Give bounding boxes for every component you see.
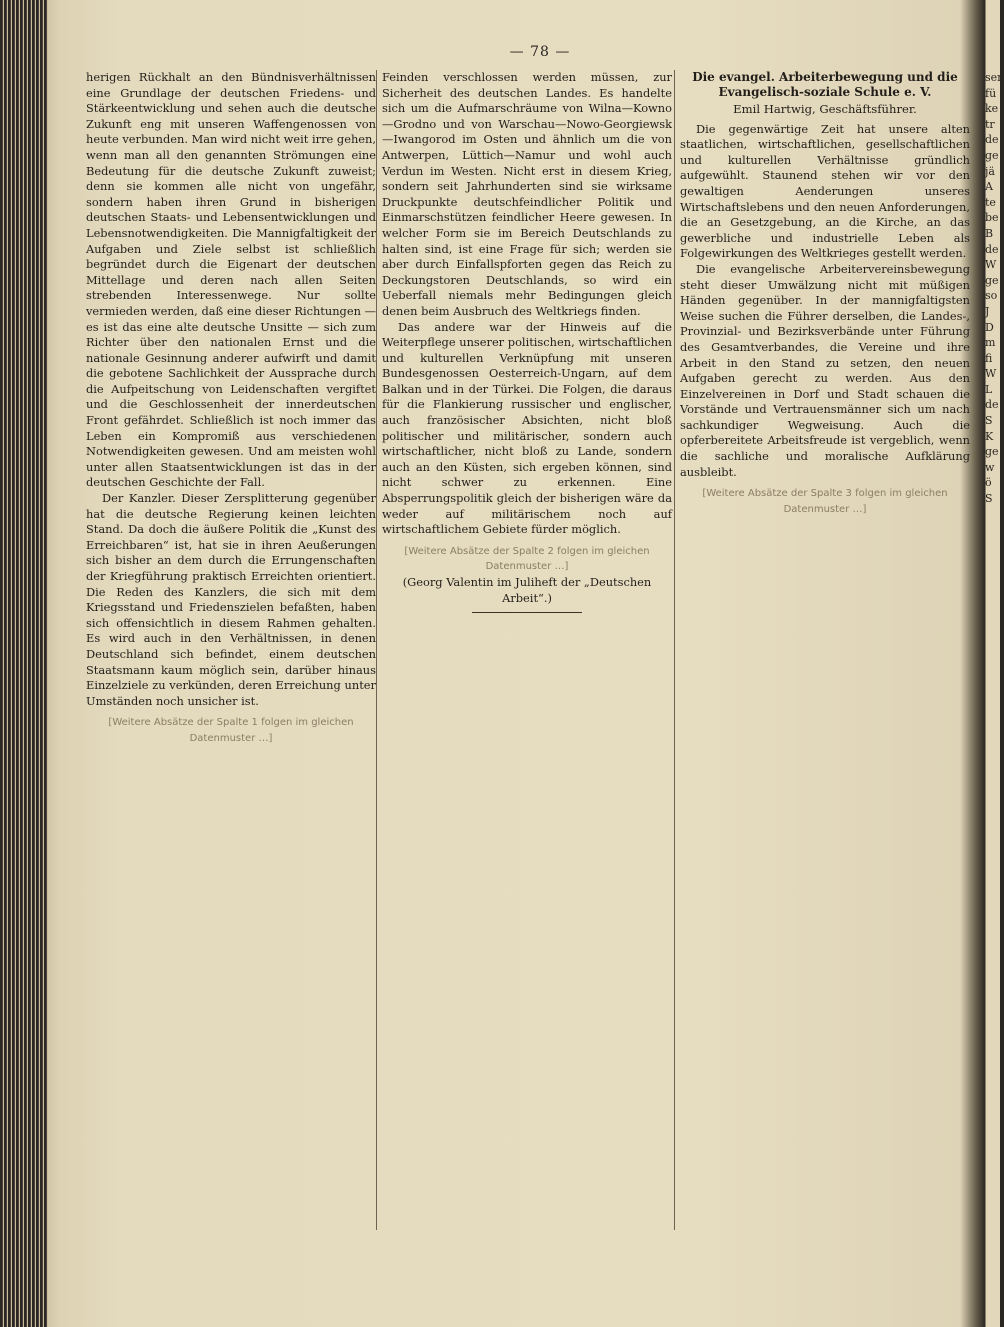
next-page-fragment: ge: [985, 148, 999, 162]
page-number: — 78 —: [509, 44, 571, 60]
page-stack-edge: [0, 0, 48, 1327]
article-source: (Georg Valentin im Juliheft der „Deutschen Arbeit“.): [402, 575, 652, 605]
next-page-fragment: S: [985, 414, 993, 428]
next-page-fragment: A: [985, 180, 993, 194]
paragraph: [Weitere Absätze der Spalte 1 folgen im gleichen Datenmuster …]: [108, 717, 354, 744]
text-column-2: [382, 70, 672, 613]
article-title: Die evangel. Arbeiterbewegung und die Evangelisch-soziale Schule e. V.: [692, 70, 958, 99]
next-page-fragment: jä: [985, 164, 995, 178]
next-page-fragment: be: [985, 211, 999, 225]
paragraph: Die evangelische Arbeitervereinsbewegung steht dieser Umwälzung nicht mit müßigen Händen gegenüber. In der mannigfaltigsten Weise suchen die Führer derselben, die Landes-, Provinzial- und Bezirksverbände unter Führung des Gesamtverbandes, die Vereine und ihre Arbeit in den Stand zu setzen, den neuen Aufgaben gerecht zu werden. Aus den Einzelvereinen in Dorf und Stadt schauen die Vorstände und Vertrauensmänner sich um nach sachkundiger Wegweisung. Auch die opferbereitete Arbeitsfreude ist vergeblich, wenn die sachliche und moralische Aufklärung ausbleibt.: [680, 261, 970, 479]
next-page-fragments: [985, 70, 1004, 1230]
column-divider: [674, 70, 675, 1230]
next-page-fragment: sen: [985, 71, 1004, 84]
text-column-1: [86, 70, 376, 747]
column-divider: [376, 70, 377, 1230]
paragraph: Der Kanzler. Dieser Zersplitterung gegenüber hat die deutsche Regierung keinen leichten Stand. Da doch die äußere Politik die „Kunst des Erreichbaren“ ist, hat sie in ihren Aeußerungen sich bisher an dem durch die Errungenschaften der Kriegführung praktisch Erreichten orientiert. Die Reden des Kanzlers, die sich mit dem Kriegsstand und Friedenszielen befaßten, haben sich offensichtlich in diesem Rahmen gehalten. Es wird auch in den Verhältnissen, in denen Deutschland sich befindet, einem deutschen Staatsmann kaum möglich sein, darüber hinaus Einzelziele zu verkünden, deren Erreichung unter Umständen noch unsicher ist.: [86, 491, 376, 708]
paragraph: Feinden verschlossen werden müssen, zur Sicherheit des deutschen Landes. Es handelte sich um die Aufmarschräume von Wilna—Kowno—Grodno und von Warschau—Nowo-Georgiewsk—Iwangorod im Osten und ähnlich um die von Antwerpen, Lüttich—Namur und wohl auch Verdun im Westen. Nicht erst in diesem Krieg, sondern seit Jahrhunderten sind sie wirksame Druckpunkte deutschfeindlicher Politik und Einmarschstützen feindlicher Heere gewesen. In welcher Form sie im Bereich Deutschlands zu halten sind, ist eine Frage für sich; werden sie aber durch Einfallspforten gegen das Reich zu Deckungstoren Deutschlands, so wird ein Ueberfall niemals mehr Bedingungen gleich denen beim Ausbruch des Weltkriegs finden.: [382, 70, 672, 318]
paragraph: herigen Rückhalt an den Bündnisverhältnissen eine Grundlage der deutschen Friedens- und Stärkeentwicklung und sehen auch die deutsche Zukunft eng mit unseren Waffengenossen von heute verbunden. Man wird nicht weit irre gehen, wenn man all den genannten Strömungen eine Bedeutung für die deutsche Zukunft zuweist; denn sie kommen alle nicht von ungefähr, sondern haben ihren Grund in bisherigen deutschen Staats- und Lebensentwicklungen und Lebensnotwendigkeiten. Die Mannigfaltigkeit der Aufgaben und Ziele selbst ist schließlich begründet durch die Eigenart der deutschen Mittellage und deren nach allen Seiten strebenden Interessenwege. Nur sollte vermieden werden, daß eine dieser Richtungen — es ist das eine alte deutsche Unsitte — sich zum Richter über den nationalen Ernst und die nationale Gesinnung anderer aufwirft und damit die gebotene Sachlichkeit der Aussprache durch die Aufpeitschung von Leidenschaften vergiftet und die Geschlossenheit der innerdeutschen Front gefährdet. Schließlich ist noch immer das Leben ein Kompromiß aus verschiedenen Notwendigkeiten gewesen. Und am meisten wohl unter allen Staatsentwicklungen ist das in der deutschen Geschichte der Fall.: [86, 70, 376, 490]
next-page-fragment: fü: [985, 86, 997, 100]
next-page-fragment: W: [985, 367, 997, 381]
next-page-fragment: W: [985, 258, 997, 272]
next-page-fragment: de: [985, 242, 999, 256]
next-page-fragment: tr: [985, 117, 995, 131]
next-page-fragment: S: [985, 492, 993, 506]
paragraph: [Weitere Absätze der Spalte 3 folgen im gleichen Datenmuster …]: [702, 488, 948, 515]
next-page-fragment: de: [985, 133, 999, 147]
article-byline: Emil Hartwig, Geschäftsführer.: [733, 102, 917, 116]
next-page-fragment: te: [985, 195, 996, 209]
next-page-fragment: fi: [985, 351, 993, 365]
next-page-fragment: de: [985, 398, 999, 412]
next-page-fragment: m: [985, 336, 996, 350]
paragraph: Die gegenwärtige Zeit hat unsere alten staatlichen, wirtschaftlichen, gesellschaftlichen und kulturellen Verhältnisse gründlich aufgewühlt. Staunend stehen wir vor den gewaltigen Aenderungen unseres Wirtschaftslebens und den neuen Anforderungen, die an Gesetzgebung, an die Kirche, an das gewerbliche und industrielle Leben als Folgewirkungen des Weltkrieges gestellt werden.: [680, 121, 970, 261]
end-of-article-rule: [472, 612, 582, 613]
next-page-fragment: ö: [985, 476, 992, 490]
next-page-fragment: w: [985, 460, 995, 474]
paragraph: [Weitere Absätze der Spalte 2 folgen im gleichen Datenmuster …]: [404, 545, 650, 573]
next-page-fragment: K: [985, 429, 994, 443]
text-column-3: [680, 70, 970, 517]
next-page-fragment: ge: [985, 273, 999, 287]
next-page-fragment: so: [985, 289, 998, 303]
next-page-fragment: ke: [985, 102, 999, 116]
paragraph: Das andere war der Hinweis auf die Weiterpflege unserer politischen, wirtschaftlichen und kulturellen Verknüpfung mit unseren Bundesgenossen Oesterreich-Ungarn, auf dem Balkan und in der Türkei. Die Folgen, die daraus für die Flankierung russischer und englischer, auch französischer Absichten, nicht bloß politischer und militärischer, sondern auch wirtschaftlicher, nicht bloß zu Lande, sondern auch an den Küsten, sich ergeben können, sind nicht schwer zu erkennen. Eine Absperrungspolitik gleich der bisherigen wäre da weder auf militärischem noch auf wirtschaftlichem Gebiete fürder möglich.: [382, 319, 672, 537]
next-page-fragment: J: [985, 304, 990, 318]
next-page-fragment: L: [985, 382, 993, 396]
next-page-fragment: D: [985, 320, 994, 334]
next-page-fragment: ge: [985, 445, 999, 459]
next-page-fragment: B: [985, 226, 994, 240]
